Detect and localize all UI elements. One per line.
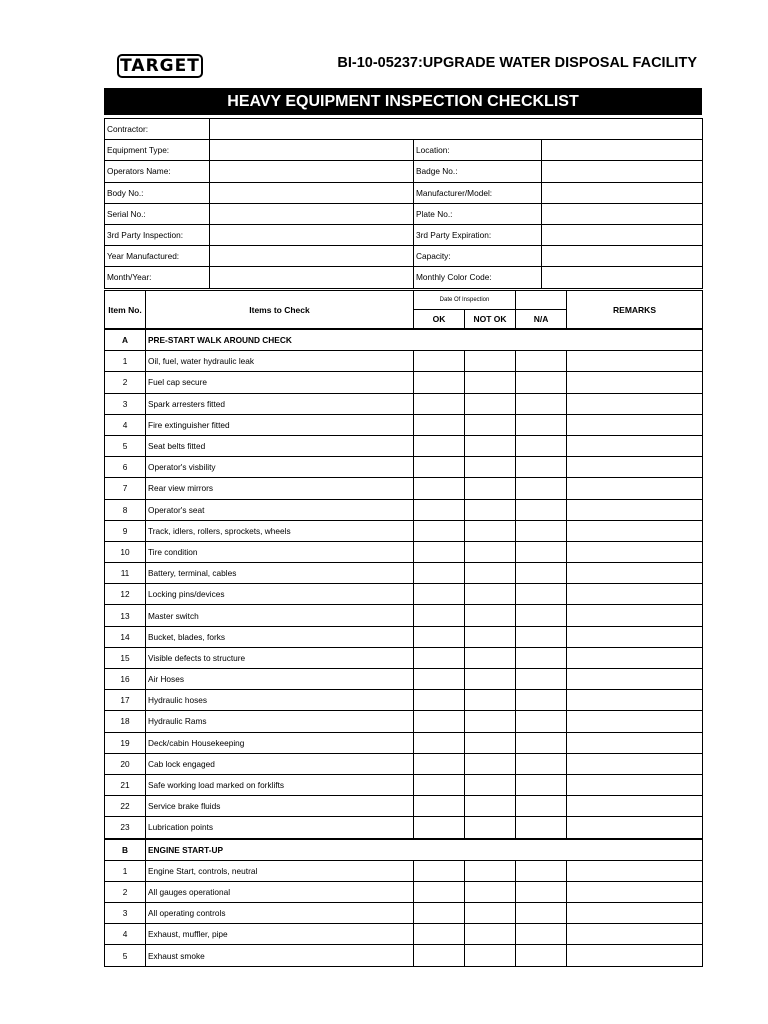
na-cell[interactable] <box>516 924 567 945</box>
ok-cell[interactable] <box>414 860 465 881</box>
location-field[interactable] <box>542 140 703 161</box>
manufacturer-model-field[interactable] <box>542 182 703 203</box>
na-cell[interactable] <box>516 520 567 541</box>
not-ok-cell[interactable] <box>465 584 516 605</box>
na-cell[interactable] <box>516 626 567 647</box>
monthly-color-code-label: Monthly Color Code: <box>414 267 542 288</box>
not-ok-cell[interactable] <box>465 817 516 839</box>
monthly-color-code-field[interactable] <box>542 267 703 288</box>
ok-cell[interactable] <box>414 393 465 414</box>
na-cell[interactable] <box>516 499 567 520</box>
date-of-inspection-field[interactable] <box>516 291 567 310</box>
item-number: 13 <box>105 605 146 626</box>
ok-cell[interactable] <box>414 605 465 626</box>
checklist-row <box>105 457 703 478</box>
info-table <box>104 118 703 289</box>
checklist-row <box>105 774 703 795</box>
remarks-cell[interactable] <box>567 774 703 795</box>
na-cell[interactable] <box>516 774 567 795</box>
remarks-cell[interactable] <box>567 584 703 605</box>
remarks-cell[interactable] <box>567 393 703 414</box>
body-no-field[interactable] <box>210 182 414 203</box>
third-party-expiration-field[interactable] <box>542 224 703 245</box>
item-number: 2 <box>105 881 146 902</box>
checklist-row <box>105 478 703 499</box>
not-ok-cell[interactable] <box>465 393 516 414</box>
item-label: Master switch <box>146 605 414 626</box>
not-ok-cell[interactable] <box>465 711 516 732</box>
na-cell[interactable] <box>516 690 567 711</box>
not-ok-cell[interactable] <box>465 626 516 647</box>
remarks-cell[interactable] <box>567 499 703 520</box>
item-number: 10 <box>105 541 146 562</box>
not-ok-cell[interactable] <box>465 541 516 562</box>
na-cell[interactable] <box>516 881 567 902</box>
checklist-row <box>105 435 703 456</box>
remarks-cell[interactable] <box>567 457 703 478</box>
item-number: 4 <box>105 414 146 435</box>
ok-cell[interactable] <box>414 584 465 605</box>
not-ok-cell[interactable] <box>465 924 516 945</box>
checklist-row <box>105 669 703 690</box>
remarks-cell[interactable] <box>567 605 703 626</box>
serial-no-label: Serial No.: <box>105 203 210 224</box>
checklist-row <box>105 372 703 393</box>
item-label: Cab lock engaged <box>146 753 414 774</box>
month-year-field[interactable] <box>210 267 414 288</box>
na-cell[interactable] <box>516 541 567 562</box>
ok-cell[interactable] <box>414 732 465 753</box>
section-row <box>105 329 703 351</box>
item-no-header: Item No. <box>105 291 146 330</box>
not-ok-cell[interactable] <box>465 414 516 435</box>
na-cell[interactable] <box>516 732 567 753</box>
section-id: A <box>105 329 146 351</box>
ok-cell[interactable] <box>414 881 465 902</box>
na-cell[interactable] <box>516 860 567 881</box>
ok-cell[interactable] <box>414 796 465 817</box>
na-cell[interactable] <box>516 605 567 626</box>
na-cell[interactable] <box>516 796 567 817</box>
ok-cell[interactable] <box>414 690 465 711</box>
remarks-cell[interactable] <box>567 435 703 456</box>
na-cell[interactable] <box>516 435 567 456</box>
ok-cell[interactable] <box>414 945 465 966</box>
capacity-label: Capacity: <box>414 246 542 267</box>
checklist-row <box>105 647 703 668</box>
item-label: Seat belts fitted <box>146 435 414 456</box>
ok-cell[interactable] <box>414 351 465 372</box>
not-ok-cell[interactable] <box>465 732 516 753</box>
item-label: Locking pins/devices <box>146 584 414 605</box>
not-ok-header: NOT OK <box>465 309 516 329</box>
not-ok-cell[interactable] <box>465 945 516 966</box>
item-label: Battery, terminal, cables <box>146 563 414 584</box>
ok-cell[interactable] <box>414 563 465 584</box>
badge-no-field[interactable] <box>542 161 703 182</box>
not-ok-cell[interactable] <box>465 563 516 584</box>
remarks-cell[interactable] <box>567 669 703 690</box>
item-number: 17 <box>105 690 146 711</box>
item-number: 5 <box>105 435 146 456</box>
na-cell[interactable] <box>516 584 567 605</box>
section-id: B <box>105 839 146 861</box>
item-label: Exhaust smoke <box>146 945 414 966</box>
checklist-row <box>105 605 703 626</box>
item-label: Deck/cabin Housekeeping <box>146 732 414 753</box>
ok-cell[interactable] <box>414 903 465 924</box>
na-cell[interactable] <box>516 351 567 372</box>
body-no-label: Body No.: <box>105 182 210 203</box>
checklist-row <box>105 860 703 881</box>
remarks-cell[interactable] <box>567 732 703 753</box>
item-label: All operating controls <box>146 903 414 924</box>
not-ok-cell[interactable] <box>465 774 516 795</box>
not-ok-cell[interactable] <box>465 903 516 924</box>
remarks-cell[interactable] <box>567 690 703 711</box>
checklist-row <box>105 924 703 945</box>
project-title: BI-10-05237:UPGRADE WATER DISPOSAL FACILITY <box>337 55 697 71</box>
ok-cell[interactable] <box>414 435 465 456</box>
item-label: Service brake fluids <box>146 796 414 817</box>
item-label: Track, idlers, rollers, sprockets, wheels <box>146 520 414 541</box>
item-label: Visible defects to structure <box>146 647 414 668</box>
na-cell[interactable] <box>516 457 567 478</box>
remarks-header: REMARKS <box>567 291 703 330</box>
ok-cell[interactable] <box>414 372 465 393</box>
item-label: Oil, fuel, water hydraulic leak <box>146 351 414 372</box>
item-number: 22 <box>105 796 146 817</box>
not-ok-cell[interactable] <box>465 753 516 774</box>
remarks-cell[interactable] <box>567 563 703 584</box>
operators-name-label: Operators Name: <box>105 161 210 182</box>
equipment-type-label: Equipment Type: <box>105 140 210 161</box>
remarks-cell[interactable] <box>567 351 703 372</box>
not-ok-cell[interactable] <box>465 351 516 372</box>
item-number: 12 <box>105 584 146 605</box>
item-number: 19 <box>105 732 146 753</box>
ok-cell[interactable] <box>414 499 465 520</box>
third-party-expiration-label: 3rd Party Expiration: <box>414 224 542 245</box>
third-party-inspection-label: 3rd Party Inspection: <box>105 224 210 245</box>
item-number: 20 <box>105 753 146 774</box>
na-cell[interactable] <box>516 817 567 839</box>
not-ok-cell[interactable] <box>465 669 516 690</box>
checklist-row <box>105 584 703 605</box>
item-label: Fire extinguisher fitted <box>146 414 414 435</box>
ok-cell[interactable] <box>414 626 465 647</box>
capacity-field[interactable] <box>542 246 703 267</box>
item-number: 14 <box>105 626 146 647</box>
not-ok-cell[interactable] <box>465 796 516 817</box>
checklist-row <box>105 520 703 541</box>
checklist-row <box>105 541 703 562</box>
not-ok-cell[interactable] <box>465 605 516 626</box>
checklist-table <box>104 290 703 967</box>
ok-cell[interactable] <box>414 414 465 435</box>
remarks-cell[interactable] <box>567 711 703 732</box>
plate-no-field[interactable] <box>542 203 703 224</box>
contractor-field[interactable] <box>210 119 703 140</box>
checklist-row <box>105 499 703 520</box>
ok-cell[interactable] <box>414 457 465 478</box>
item-label: Fuel cap secure <box>146 372 414 393</box>
checklist-row <box>105 881 703 902</box>
not-ok-cell[interactable] <box>465 881 516 902</box>
checklist-row <box>105 626 703 647</box>
na-cell[interactable] <box>516 903 567 924</box>
item-label: All gauges operational <box>146 881 414 902</box>
item-number: 1 <box>105 860 146 881</box>
not-ok-cell[interactable] <box>465 435 516 456</box>
item-number: 11 <box>105 563 146 584</box>
na-cell[interactable] <box>516 945 567 966</box>
na-cell[interactable] <box>516 563 567 584</box>
remarks-cell[interactable] <box>567 541 703 562</box>
ok-cell[interactable] <box>414 711 465 732</box>
ok-cell[interactable] <box>414 817 465 839</box>
manufacturer-model-label: Manufacturer/Model: <box>414 182 542 203</box>
contractor-label: Contractor: <box>105 119 210 140</box>
year-manufactured-field[interactable] <box>210 246 414 267</box>
serial-no-field[interactable] <box>210 203 414 224</box>
checklist-row <box>105 732 703 753</box>
na-cell[interactable] <box>516 669 567 690</box>
checklist-row <box>105 414 703 435</box>
remarks-cell[interactable] <box>567 647 703 668</box>
not-ok-cell[interactable] <box>465 457 516 478</box>
ok-cell[interactable] <box>414 647 465 668</box>
remarks-cell[interactable] <box>567 520 703 541</box>
item-label: Air Hoses <box>146 669 414 690</box>
item-label: Operator's seat <box>146 499 414 520</box>
location-label: Location: <box>414 140 542 161</box>
ok-cell[interactable] <box>414 541 465 562</box>
item-number: 1 <box>105 351 146 372</box>
checklist-row <box>105 690 703 711</box>
badge-no-label: Badge No.: <box>414 161 542 182</box>
item-number: 16 <box>105 669 146 690</box>
na-cell[interactable] <box>516 393 567 414</box>
remarks-cell[interactable] <box>567 372 703 393</box>
item-number: 9 <box>105 520 146 541</box>
ok-cell[interactable] <box>414 924 465 945</box>
checklist-row <box>105 563 703 584</box>
not-ok-cell[interactable] <box>465 520 516 541</box>
item-number: 2 <box>105 372 146 393</box>
item-label: Tire condition <box>146 541 414 562</box>
na-cell[interactable] <box>516 372 567 393</box>
remarks-cell[interactable] <box>567 753 703 774</box>
na-cell[interactable] <box>516 478 567 499</box>
not-ok-cell[interactable] <box>465 690 516 711</box>
item-number: 15 <box>105 647 146 668</box>
item-label: Lubrication points <box>146 817 414 839</box>
na-cell[interactable] <box>516 414 567 435</box>
ok-cell[interactable] <box>414 774 465 795</box>
item-number: 3 <box>105 393 146 414</box>
page-title: HEAVY EQUIPMENT INSPECTION CHECKLIST <box>104 88 702 115</box>
item-label: Bucket, blades, forks <box>146 626 414 647</box>
item-label: Spark arresters fitted <box>146 393 414 414</box>
ok-header: OK <box>414 309 465 329</box>
item-label: Hydraulic Rams <box>146 711 414 732</box>
item-number: 23 <box>105 817 146 839</box>
checklist-row <box>105 393 703 414</box>
item-number: 4 <box>105 924 146 945</box>
plate-no-label: Plate No.: <box>414 203 542 224</box>
item-number: 3 <box>105 903 146 924</box>
equipment-type-field[interactable] <box>210 140 414 161</box>
not-ok-cell[interactable] <box>465 372 516 393</box>
year-manufactured-label: Year Manufactured: <box>105 246 210 267</box>
item-label: Operator's visbility <box>146 457 414 478</box>
date-of-inspection-header: Date Of Inspection <box>414 291 516 310</box>
na-header: N/A <box>516 309 567 329</box>
item-label: Exhaust, muffler, pipe <box>146 924 414 945</box>
not-ok-cell[interactable] <box>465 860 516 881</box>
items-to-check-header: Items to Check <box>146 291 414 330</box>
na-cell[interactable] <box>516 647 567 668</box>
checklist-row <box>105 903 703 924</box>
checklist-row <box>105 753 703 774</box>
remarks-cell[interactable] <box>567 626 703 647</box>
not-ok-cell[interactable] <box>465 478 516 499</box>
ok-cell[interactable] <box>414 478 465 499</box>
section-row <box>105 839 703 861</box>
na-cell[interactable] <box>516 753 567 774</box>
item-number: 8 <box>105 499 146 520</box>
section-title: PRE-START WALK AROUND CHECK <box>146 329 703 351</box>
item-label: Hydraulic hoses <box>146 690 414 711</box>
not-ok-cell[interactable] <box>465 647 516 668</box>
remarks-cell[interactable] <box>567 881 703 902</box>
section-title: ENGINE START-UP <box>146 839 703 861</box>
item-number: 7 <box>105 478 146 499</box>
item-number: 6 <box>105 457 146 478</box>
item-label: Safe working load marked on forklifts <box>146 774 414 795</box>
remarks-cell[interactable] <box>567 945 703 966</box>
item-label: Engine Start, controls, neutral <box>146 860 414 881</box>
remarks-cell[interactable] <box>567 414 703 435</box>
remarks-cell[interactable] <box>567 817 703 839</box>
remarks-cell[interactable] <box>567 796 703 817</box>
remarks-cell[interactable] <box>567 478 703 499</box>
na-cell[interactable] <box>516 711 567 732</box>
month-year-label: Month/Year: <box>105 267 210 288</box>
remarks-cell[interactable] <box>567 924 703 945</box>
not-ok-cell[interactable] <box>465 499 516 520</box>
item-number: 5 <box>105 945 146 966</box>
target-logo: TARGET <box>117 54 203 78</box>
remarks-cell[interactable] <box>567 860 703 881</box>
checklist-row <box>105 351 703 372</box>
ok-cell[interactable] <box>414 520 465 541</box>
remarks-cell[interactable] <box>567 903 703 924</box>
operators-name-field[interactable] <box>210 161 414 182</box>
checklist-row <box>105 817 703 839</box>
checklist-row <box>105 945 703 966</box>
item-number: 18 <box>105 711 146 732</box>
item-number: 21 <box>105 774 146 795</box>
ok-cell[interactable] <box>414 669 465 690</box>
ok-cell[interactable] <box>414 753 465 774</box>
third-party-inspection-field[interactable] <box>210 224 414 245</box>
checklist-row <box>105 796 703 817</box>
checklist-row <box>105 711 703 732</box>
item-label: Rear view mirrors <box>146 478 414 499</box>
